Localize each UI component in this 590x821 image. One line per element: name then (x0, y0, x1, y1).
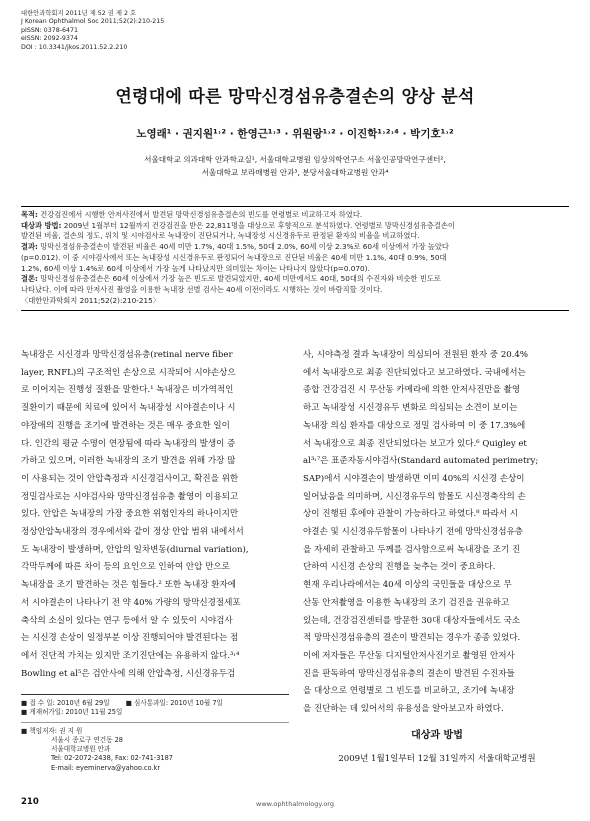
abstract-methods: 대상과 방법: 2009년 1월부터 12월까지 건강검진을 받은 22,811명을 대상으로 후향적으로 분석하였다. 연령별로 망막신경섬유층결손이 (21, 220, 455, 230)
body-left-column (21, 347, 293, 683)
body-line: 질환이기 때문에 치료에 있어서 녹내장성 시야결손이나 시 (21, 403, 236, 414)
body-line: 을 진단하는 데 있어서의 유용성을 알아보고자 하였다. (303, 704, 504, 715)
section-first-line: 2009년 1월1일부터 12월 31일까지 서울대학교병원 (338, 754, 536, 764)
body-line: 로 이어지는 진행성 질환을 말한다.¹ 녹내장은 비가역적인 (21, 385, 234, 396)
correspondence-dept: 서울대학교병원 안과 (51, 745, 111, 754)
journal-issue: 대한안과학회지 2011년 제 52 권 제 2 호 (21, 10, 137, 17)
body-line: 야장애의 진행을 조기에 발견하는 것은 매우 중요한 일이 (21, 420, 230, 431)
body-line: 있는데, 건강검진센터를 방문한 30대 대상자들에서도 국소 (303, 615, 521, 626)
body-right-column (303, 347, 571, 719)
accepted-date: ■ 게재허가일: 2010년 11월 25일 (21, 708, 123, 717)
body-line: 이에 저자들은 무산동 디지털안저사진기로 촬영된 안저사 (303, 650, 515, 661)
body-line: 진을 판독하여 망막신경섬유층의 결손이 발견된 수진자들 (303, 668, 515, 679)
journal-meta (21, 10, 164, 52)
abstract-results-cont: 1.2%, 60세 이상 1.4%로 60세 이상에서 가장 높게 나타났지만 의미있는 차이는 나타나지 않았다(p=0.070). (21, 263, 370, 273)
abstract-results: 결과: 망막신경섬유층결손이 발견된 비율은 40세 미만 1.7%, 40대 1.5%, 50대 2.0%, 60세 이상 2.3%로 60세 이상에서 가장 높았다 (21, 242, 449, 252)
purpose-label: 목적: (21, 210, 38, 219)
body-line: layer, RNFL)의 구조적인 손상으로 시작되어 시야손상으 (21, 367, 236, 378)
body-line: Bowling et al⁵은 검안사에 의해 안압측정, 시신경유두검 (21, 668, 236, 679)
body-line: 을 대상으로 연령별로 그 빈도를 비교하고, 조기에 녹내장 (303, 686, 515, 697)
section-heading: 대상과 방법 (411, 730, 463, 741)
abstract (21, 206, 569, 311)
body-line: 에서 녹내장으로 최종 진단되었다고 보고하였다. 국내에서는 (303, 367, 526, 378)
body-line: 가하고 있으며, 이러한 녹내장의 조기 발견을 위해 가장 많 (21, 456, 236, 467)
author-list: 노영래¹ · 권지원¹˒² · 한영근¹˒³ · 위원랑¹˒² · 이진학¹˒²˒⁴ · 박기호¹˒² (136, 128, 454, 140)
body-line: 현재 우리나라에서는 40세 이상의 국민들을 대상으로 무 (303, 580, 512, 591)
body-line: 축삭의 소실이 있다는 연구 등에서 알 수 있듯이 시야검사 (21, 615, 233, 626)
correspondence-phone: Tel: 02-2072-2438, Fax: 02-741-3187 (51, 754, 173, 763)
methods-label: 대상과 방법: (21, 220, 62, 230)
body-line: 에서 진단적 가치는 있지만 조기진단에는 유용하지 않다.³˒⁴ (21, 650, 240, 661)
body-line: 을 자세히 관찰하고 두께를 검사함으로써 녹내장을 조기 진 (303, 544, 521, 555)
body-line: 녹내장은 시신경과 망막신경섬유층(retinal nerve fiber (21, 350, 233, 360)
affiliation-line-2: 서울대학교 보라매병원 안과³, 분당서울대학교병원 안과⁴ (201, 168, 389, 177)
abstract-conclusion: 결론: 망막신경섬유층결손은 60세 이상에서 가장 높은 빈도로 발견되었지만, 40세 미만에서도 40대, 50대의 수진자와 비슷한 빈도로 (21, 274, 441, 284)
received-row (21, 699, 289, 708)
article-title: 연령대에 따른 망막신경섬유층결손의 양상 분석 (115, 87, 475, 107)
body-line: 정밀검사로는 시야검사와 망막신경섬유층 촬영이 이용되고 (21, 491, 239, 502)
correspondence-email: E-mail: eyeminerva@yahoo.co.kr (51, 763, 161, 772)
abstract-conclusion-cont: 나타났다. 이에 따라 안저사진 촬영을 이용한 녹내장 선별 검사는 40세 이전이라도 시행하는 것이 바람직할 것이다. (21, 284, 383, 294)
abstract-methods-cont: 발견된 비율, 결손의 정도, 위치 및 시야검사로 녹내장이 진단되거나, 녹내장성 시신경유두로 판정된 환자의 비율을 비교하였다. (21, 231, 420, 241)
body-line: 다. 인간의 평균 수명이 연장됨에 따라 녹내장의 발생이 증 (21, 438, 236, 449)
body-line: 녹내장을 조기 발견하는 것은 힘들다.² 또한 녹내장 환자에 (21, 580, 237, 591)
body-line: SAP)에서 시야결손이 발생하면 이미 40%의 시신경 손상이 (303, 473, 525, 484)
journal-citation: J Korean Ophthalmol Soc 2011;52(2):210-215 (21, 18, 165, 26)
eissn: eISSN: 2092-9374 (21, 35, 78, 43)
body-line: 종합 건강검진 시 무산동 카메라에 의한 안저사진만을 촬영 (303, 385, 521, 396)
body-line: 산동 안저촬영을 이용한 녹내장의 조기 검진을 권유하고 (303, 597, 510, 608)
abstract-results-cont: (p=0.012). 이 중 시야검사에서 또는 녹내장성 시신경유두로 판정되어 녹내장으로 진단된 비율은 40세 미만 1.1%, 40대 0.9%, 50대 (21, 252, 447, 262)
body-line: 도 녹내장이 발생하며, 안압의 일차변동(diurnal variation), (21, 544, 249, 555)
conclusion-label: 결론: (21, 274, 38, 284)
body-line: 사, 시야측정 결과 녹내장이 의심되어 전원된 환자 중 20.4% (303, 350, 528, 360)
body-line: 일어났음을 의미하며, 시신경유두의 함몰도 시신경축삭의 손 (303, 491, 526, 502)
footnote-box (21, 694, 289, 773)
body-line: 야결손 및 시신경유두함몰이 나타나기 전에 망막신경섬유층 (303, 527, 523, 538)
correspondence (21, 722, 289, 773)
results-label: 결과: (21, 242, 38, 252)
body-line: 각막두께에 따른 차이 등의 요인으로 인하여 안압 만으로 (21, 562, 230, 573)
body-line: 상이 진행된 후에야 관찰이 가능하다고 하였다.⁸ 따라서 시 (303, 509, 519, 520)
body-line: 있다. 안압은 녹내장의 가장 중요한 위험인자의 하나이지만 (21, 509, 239, 520)
footer-url: www.ophthalmology.org (256, 800, 334, 808)
review-date: ■ 심사통과일: 2010년 10월 7일 (125, 699, 223, 707)
correspondence-address: 서울시 종로구 연건동 28 (51, 735, 124, 744)
body-line: 녹내장 의심 환자를 대상으로 정밀 검사하여 이 중 17.3%에 (303, 420, 526, 431)
body-line: 서 녹내장으로 최종 진단되었다는 보고가 있다.⁶ Quigley et (303, 438, 527, 449)
pissn: pISSN: 0378-6471 (21, 26, 79, 34)
received-date: ■ 접 수 일: 2010년 6월 29일 (21, 699, 110, 707)
page-number: 210 (21, 797, 39, 807)
body-line: 하고 녹내장성 시신경유두 변화로 의심되는 소견이 보이는 (303, 403, 518, 414)
body-line: 정상안압녹내장의 경우에서와 같이 정상 안압 범위 내에서서 (21, 527, 244, 538)
abstract-citation: 〈대한안과학회지 2011;52(2):210-215〉 (21, 295, 160, 305)
doi: DOI : 10.3341/jkos.2011.52.2.210 (21, 43, 128, 51)
body-line: 적 망막신경섬유층의 결손이 발견되는 경우가 종종 있었다. (303, 633, 521, 644)
affiliation-line-1: 서울대학교 의과대학 안과학교실¹, 서울대학교병원 임상의학연구소 서울인공망막연구센터², (144, 155, 446, 164)
abstract-purpose: 목적: 건강검진에서 시행한 안저사진에서 발견된 망막신경섬유층결손의 빈도를 연령별로 비교하고자 하였다. (21, 210, 363, 219)
body-line: 이 사용되는 것이 안압측정과 시신경검사이고, 확진을 위한 (21, 473, 239, 484)
body-line: 서 시야결손이 나타나기 전 약 40% 가량의 망막신경절세포 (21, 597, 241, 608)
body-line: 단하여 시신경 손상의 진행을 늦추는 것이 중요하다. (303, 562, 496, 573)
body-line: 는 시신경 손상이 일정부분 이상 진행되어야 발견된다는 점 (21, 633, 239, 644)
corresponding-author: ■ 책임저자: 권 지 원 (21, 726, 83, 735)
body-line: al³˒⁷은 표준자동시야검사(Standard automated perimetry; (303, 456, 539, 467)
